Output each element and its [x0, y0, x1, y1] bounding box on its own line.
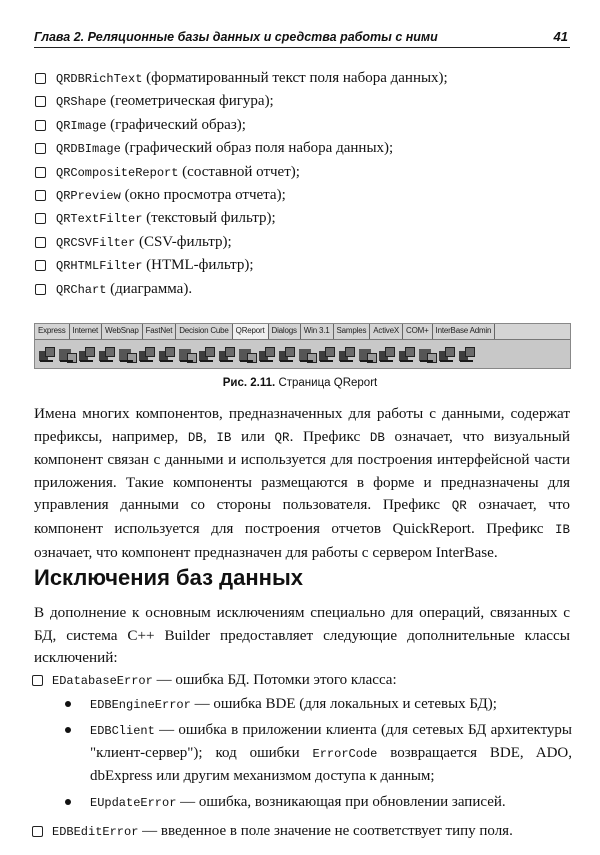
palette-tab[interactable]: ActiveX	[370, 324, 403, 339]
qreport-component-icon[interactable]	[457, 345, 476, 364]
list-item	[35, 114, 575, 137]
icon-part	[80, 360, 93, 362]
palette-icons	[37, 343, 568, 365]
icon-part	[260, 360, 273, 362]
icon-part	[165, 347, 175, 357]
text-run: означает, что компонент используется для построения отчетов QuickReport. Префикс	[34, 496, 570, 537]
icon-part	[445, 347, 455, 357]
component-code: QRCSVFilter	[56, 235, 136, 250]
chapter-title: Глава 2. Реляционные базы данных и средства работы с ними	[34, 30, 438, 44]
component-code: QRImage	[56, 118, 107, 133]
component-code: QRDBRichText	[56, 72, 143, 86]
qreport-component-icon[interactable]	[277, 345, 296, 364]
icon-part	[60, 360, 73, 362]
text-run: означает, что компонент предназначен для работы с сервером InterBase.	[34, 543, 498, 561]
exception-list	[32, 669, 572, 842]
exception-code: EDBClient	[90, 724, 155, 738]
component-desc: (диаграмма).	[110, 280, 193, 297]
exception-code: EDatabaseError	[52, 674, 153, 688]
list-item	[35, 161, 575, 184]
list-item	[52, 719, 572, 787]
list-item	[32, 669, 572, 814]
checkbox-bullet-icon	[35, 167, 46, 178]
code-run: DB	[187, 430, 203, 445]
icon-part	[225, 347, 235, 357]
code-run: QR	[451, 499, 467, 514]
component-code: QRShape	[56, 95, 107, 110]
icon-part	[160, 360, 173, 362]
icon-part	[180, 360, 193, 362]
list-item	[35, 207, 575, 230]
palette-tab[interactable]: Win 3.1	[301, 324, 334, 339]
component-code: QRTextFilter	[56, 212, 143, 227]
code-run: IB	[216, 430, 232, 445]
component-desc: (HTML-фильтр);	[146, 257, 254, 274]
component-desc: (форматированный текст поля набора данных);	[146, 70, 448, 86]
exception-code: EDBEngineError	[90, 698, 191, 712]
palette-tab[interactable]: WebSnap	[102, 324, 143, 339]
qreport-component-icon[interactable]	[297, 345, 316, 364]
palette-tab[interactable]: Internet	[70, 324, 103, 339]
icon-part	[320, 360, 333, 362]
icon-part	[300, 360, 313, 362]
qreport-component-icon[interactable]	[357, 345, 376, 364]
icon-part	[85, 347, 95, 357]
qreport-component-icon[interactable]	[157, 345, 176, 364]
component-code: QRHTMLFilter	[56, 259, 143, 274]
component-desc: (окно просмотра отчета);	[124, 186, 286, 203]
caption-label: Рис. 2.11.	[222, 377, 276, 389]
palette-tab[interactable]: Dialogs	[269, 324, 301, 339]
list-item	[32, 820, 572, 842]
qreport-component-icon[interactable]	[197, 345, 216, 364]
bullet-icon	[65, 799, 71, 805]
bullet-icon	[65, 727, 71, 733]
palette-tab[interactable]: FastNet	[143, 324, 177, 339]
exception-desc: возвращается BDE, ADO, dbExpress или другим механизмом доступа к данным;	[90, 745, 572, 784]
exception-desc: — ошибка в приложении клиента (для сетевых БД архитектуры "клиент-сервер"); код ошибки	[90, 722, 572, 761]
checkbox-bullet-icon	[35, 143, 46, 154]
list-item	[35, 137, 575, 160]
icon-part	[265, 347, 275, 357]
qreport-component-icon[interactable]	[37, 345, 56, 364]
exception-desc: — ошибка, возникающая при обновлении записей.	[176, 794, 506, 810]
qreport-component-icon[interactable]	[257, 345, 276, 364]
text-run: Имена многих компонентов, предназначенных для работы с данными, содержат префиксы, например,	[34, 405, 570, 445]
palette-tab[interactable]: Samples	[334, 324, 371, 339]
paragraph-prefixes	[34, 403, 570, 564]
icon-part	[360, 360, 373, 362]
text-run: или	[231, 427, 275, 445]
qreport-component-icon[interactable]	[97, 345, 116, 364]
exception-code: ErrorCode	[312, 747, 378, 761]
qreport-component-icon[interactable]	[117, 345, 136, 364]
icon-part	[465, 347, 475, 357]
icon-part	[460, 360, 473, 362]
icon-part	[200, 360, 213, 362]
caption-text: Страница QReport	[278, 377, 378, 389]
icon-part	[120, 360, 133, 362]
text-run: . Префикс	[289, 427, 370, 445]
icon-part	[45, 347, 55, 357]
list-item	[35, 254, 575, 277]
component-desc: (графический образ);	[110, 116, 246, 133]
qreport-component-icon[interactable]	[137, 345, 156, 364]
list-item	[35, 231, 575, 254]
component-desc: (CSV-фильтр);	[138, 233, 232, 250]
qreport-component-icon[interactable]	[77, 345, 96, 364]
checkbox-bullet-icon	[32, 675, 43, 686]
icon-part	[240, 360, 253, 362]
text-run: означает, что визуальный компонент связан с данными и используется для построения интерфейсной части приложения. Такие компоненты размещаются в форме и предназначены для управления данными со стороны пользователя. Префикс	[34, 427, 570, 514]
checkbox-bullet-icon	[35, 190, 46, 201]
palette-tab[interactable]: InterBase Admin	[433, 324, 496, 339]
section-heading: Исключения баз данных	[34, 565, 303, 590]
icon-part	[280, 360, 293, 362]
icon-part	[140, 360, 153, 362]
list-item	[35, 184, 575, 207]
icon-part	[405, 347, 415, 357]
list-item	[35, 90, 575, 113]
checkbox-bullet-icon	[35, 73, 46, 84]
icon-part	[440, 360, 453, 362]
icon-part	[285, 347, 295, 357]
icon-part	[205, 347, 215, 357]
checkbox-bullet-icon	[32, 826, 43, 837]
icon-part	[345, 347, 355, 357]
component-code: QRChart	[56, 282, 107, 297]
component-desc: (геометрическая фигура);	[110, 93, 274, 110]
component-code: QRCompositeReport	[56, 165, 179, 180]
figure-caption	[0, 377, 600, 389]
exception-desc: — ошибка BDE (для локальных и сетевых БД);	[190, 696, 497, 712]
list-item	[52, 693, 572, 716]
icon-part	[145, 347, 155, 357]
qreport-component-icon[interactable]	[177, 345, 196, 364]
exception-code: EDBEditError	[52, 825, 139, 839]
exception-sublist	[52, 693, 572, 814]
component-desc: (графический образ поля набора данных);	[124, 140, 394, 157]
icon-part	[340, 360, 353, 362]
code-run: QR	[274, 430, 290, 445]
qreport-component-icon[interactable]	[397, 345, 416, 364]
list-item	[35, 278, 575, 301]
icon-part	[380, 360, 393, 362]
icon-part	[105, 347, 115, 357]
checkbox-bullet-icon	[35, 213, 46, 224]
component-desc: (составной отчет);	[182, 163, 300, 180]
qreport-component-icon[interactable]	[337, 345, 356, 364]
code-run: DB	[369, 430, 385, 445]
icon-part	[400, 360, 413, 362]
qreport-component-icon[interactable]	[237, 345, 256, 364]
qreport-component-icon[interactable]	[317, 345, 336, 364]
icon-part	[100, 360, 113, 362]
text-run: ,	[202, 427, 217, 445]
component-palette-figure	[34, 323, 571, 369]
checkbox-bullet-icon	[35, 260, 46, 271]
paragraph-exceptions-intro: В дополнение к основным исключениям специально для операций, связанных с БД, система C++ Builder предоставляет следующие дополнительные классы исключений:	[34, 604, 570, 667]
qreport-component-icon[interactable]	[417, 345, 436, 364]
icon-part	[40, 360, 53, 362]
exception-desc: — введенное в поле значение не соответствует типу поля.	[138, 823, 513, 839]
checkbox-bullet-icon	[35, 96, 46, 107]
checkbox-bullet-icon	[35, 284, 46, 295]
list-item	[52, 791, 572, 814]
component-list	[35, 67, 575, 301]
running-header	[34, 27, 570, 48]
exception-code: EUpdateError	[90, 796, 177, 810]
code-run: IB	[554, 522, 570, 537]
icon-part	[385, 347, 395, 357]
qreport-component-icon[interactable]	[377, 345, 396, 364]
palette-tab[interactable]: QReport	[233, 324, 269, 339]
exception-desc: — ошибка БД. Потомки этого класса:	[152, 672, 397, 688]
bullet-icon	[65, 701, 71, 707]
palette-tab[interactable]: COM+	[403, 324, 433, 339]
palette-tab[interactable]: Decision Cube	[176, 324, 232, 339]
component-code: QRDBImage	[56, 142, 121, 157]
palette-tab[interactable]: Express	[35, 324, 70, 339]
qreport-component-icon[interactable]	[57, 345, 76, 364]
palette-tabs	[35, 324, 570, 340]
component-desc: (текстовый фильтр);	[146, 210, 276, 227]
component-code: QRPreview	[56, 188, 121, 203]
page-number: 41	[553, 29, 568, 44]
list-item	[35, 67, 575, 90]
icon-part	[220, 360, 233, 362]
qreport-component-icon[interactable]	[217, 345, 236, 364]
icon-part	[325, 347, 335, 357]
icon-part	[420, 360, 433, 362]
checkbox-bullet-icon	[35, 120, 46, 131]
checkbox-bullet-icon	[35, 237, 46, 248]
qreport-component-icon[interactable]	[437, 345, 456, 364]
